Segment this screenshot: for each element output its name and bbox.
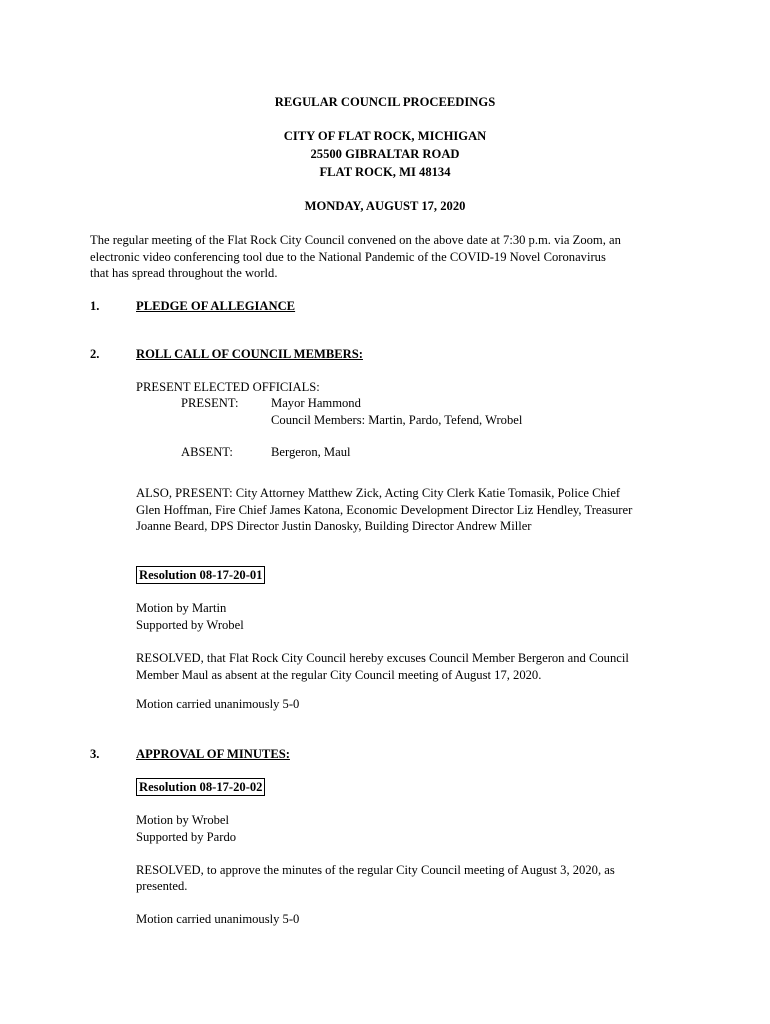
resolution-2-resolved-line-2: presented. — [136, 879, 188, 893]
present-council: Council Members: Martin, Pardo, Tefend, Wrobel — [271, 413, 523, 427]
also-present-line-3: Joanne Beard, DPS Director Justin Danosky, Building Director Andrew Miller — [136, 519, 532, 533]
intro-line-3: that has spread throughout the world. — [90, 266, 278, 280]
section-3-heading: APPROVAL OF MINUTES: — [136, 747, 290, 761]
also-present-line-1: ALSO, PRESENT: City Attorney Matthew Zick, Acting City Clerk Katie Tomasik, Police Chief — [136, 486, 621, 500]
street-address: 25500 GIBRALTAR ROAD — [310, 147, 460, 161]
resolution-1-support: Supported by Wrobel — [136, 618, 244, 632]
resolution-2-id: Resolution 08-17-20-02 — [136, 778, 265, 796]
section-2-number: 2. — [90, 347, 100, 361]
absent-names: Bergeron, Maul — [271, 445, 351, 459]
section-3-number: 3. — [90, 747, 100, 761]
resolution-1-resolved-line-1: RESOLVED, that Flat Rock City Council hereby excuses Council Member Bergeron and Council — [136, 651, 629, 665]
section-1-number: 1. — [90, 299, 100, 313]
also-present-line-2: Glen Hoffman, Fire Chief James Katona, Economic Development Director Liz Hendley, Treasurer — [136, 503, 633, 517]
section-1-heading: PLEDGE OF ALLEGIANCE — [136, 299, 296, 313]
city-state-zip: FLAT ROCK, MI 48134 — [319, 165, 451, 179]
intro-line-1: The regular meeting of the Flat Rock City Council convened on the above date at 7:30 p.m. via Zoom, an — [90, 233, 621, 247]
intro-line-2: electronic video conferencing tool due to the National Pandemic of the COVID-19 Novel Coronavirus — [90, 250, 606, 264]
resolution-1-resolved-line-2: Member Maul as absent at the regular City Council meeting of August 17, 2020. — [136, 668, 542, 682]
resolution-2-motion: Motion by Wrobel — [136, 813, 230, 827]
present-label: PRESENT: — [181, 396, 239, 410]
meeting-date: MONDAY, AUGUST 17, 2020 — [304, 199, 466, 213]
resolution-1-id: Resolution 08-17-20-01 — [136, 566, 265, 584]
resolution-2-resolved-line-1: RESOLVED, to approve the minutes of the regular City Council meeting of August 3, 2020, as — [136, 863, 615, 877]
resolution-1-motion: Motion by Martin — [136, 601, 227, 615]
city-name: CITY OF FLAT ROCK, MICHIGAN — [283, 129, 487, 143]
resolution-1-result: Motion carried unanimously 5-0 — [136, 697, 300, 711]
resolution-2-result: Motion carried unanimously 5-0 — [136, 912, 300, 926]
section-2-heading: ROLL CALL OF COUNCIL MEMBERS: — [136, 347, 363, 361]
document-title: REGULAR COUNCIL PROCEEDINGS — [274, 95, 496, 109]
present-elected-label: PRESENT ELECTED OFFICIALS: — [136, 380, 320, 394]
absent-label: ABSENT: — [181, 445, 233, 459]
resolution-2-support: Supported by Pardo — [136, 830, 237, 844]
present-mayor: Mayor Hammond — [271, 396, 361, 410]
